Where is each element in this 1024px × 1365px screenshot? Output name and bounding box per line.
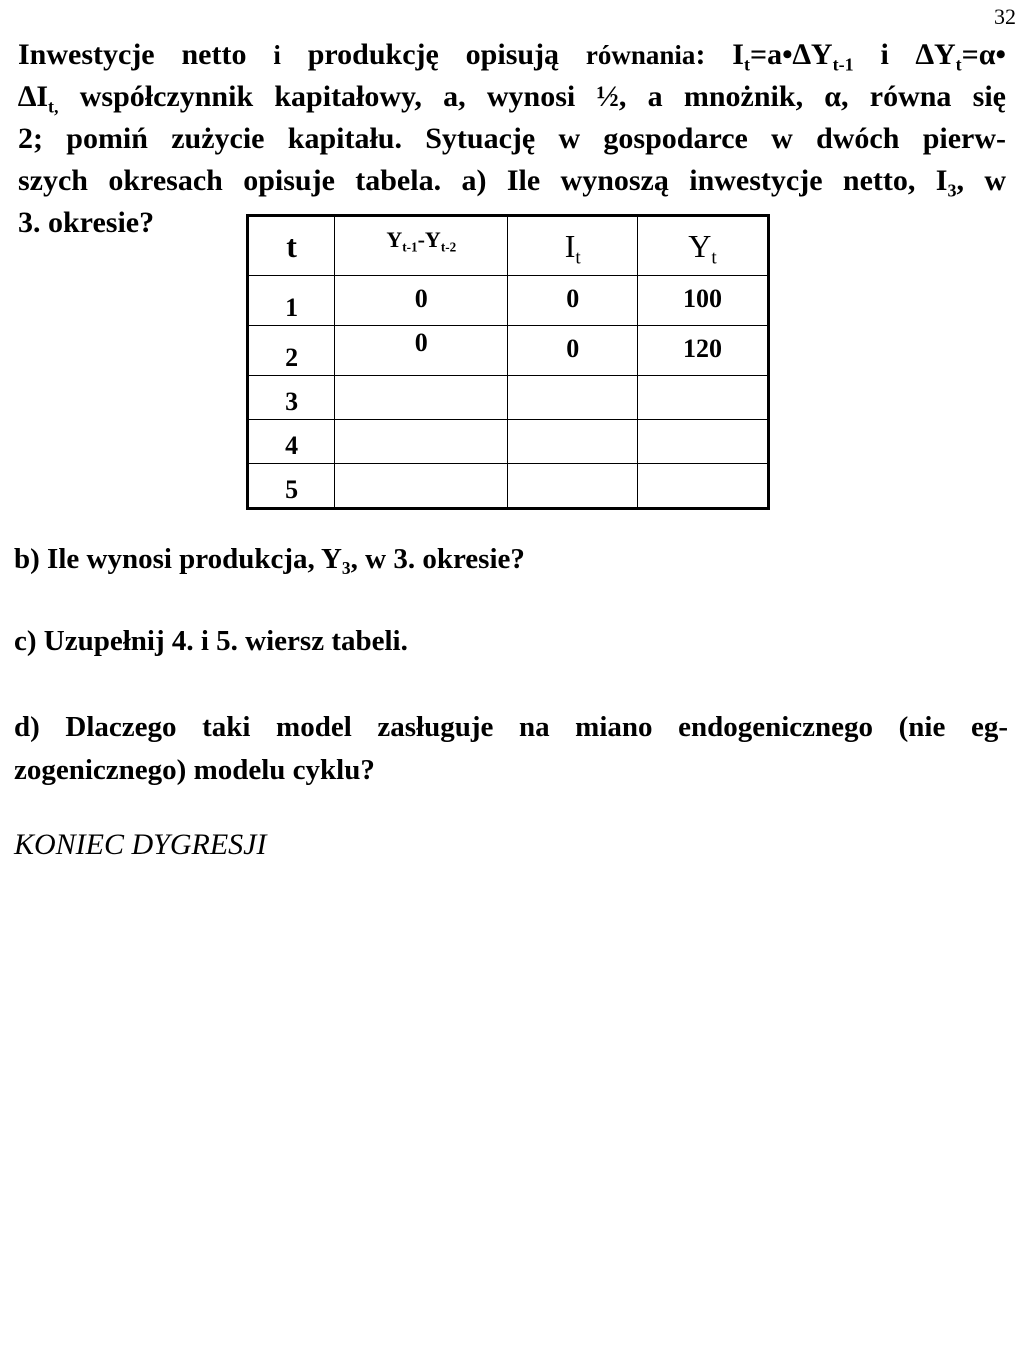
header-investment: $I_t$ xyxy=(508,216,638,276)
cell-delta-y xyxy=(335,420,508,464)
page-number: 32 xyxy=(994,4,1016,29)
header-t: t xyxy=(248,216,335,276)
question-b: b) Ile wynosi produkcja, $Y_3$, w 3. okresie? xyxy=(14,543,525,579)
cell-t: 4 xyxy=(248,420,335,464)
table-row xyxy=(248,326,769,376)
table-row xyxy=(248,464,769,509)
closing-note: KONIEC DYGRESJI xyxy=(14,828,267,861)
cell-t: 5 xyxy=(248,464,335,509)
header-delta-y: $Y_{t-1}-Y_{t-2}$ xyxy=(335,216,508,276)
cell-t: 3 xyxy=(248,376,335,420)
table-row xyxy=(248,276,769,326)
cell-delta-y xyxy=(335,376,508,420)
question-d-line-1: d) Dlaczego taki model zasługuje na miano endogenicznego (nie eg- xyxy=(14,711,1008,743)
intro-line-4: szych okresach opisuje tabela. a) Ile wynoszą inwestycje netto, $I_3$, w xyxy=(18,164,1006,201)
cell-output xyxy=(638,376,769,420)
cell-investment xyxy=(508,420,638,464)
cell-delta-y xyxy=(335,464,508,509)
cell-output: 100 xyxy=(638,276,769,326)
intro-line-2: $\Delta I_{t,}$ współczynnik kapitałowy, a, wynosi ½, a mnożnik, α, równa się xyxy=(18,80,1006,117)
intro-line-5: 3. okresie? xyxy=(18,206,155,239)
cell-investment xyxy=(508,464,638,509)
cell-delta-y: 0 xyxy=(335,326,508,376)
table-row xyxy=(248,376,769,420)
problem-statement xyxy=(18,34,1006,244)
intro-line-3: 2; pomiń zużycie kapitału. Sytuację w gospodarce w dwóch pierw- xyxy=(18,122,1006,155)
table-row xyxy=(248,420,769,464)
cell-investment: 0 xyxy=(508,326,638,376)
cell-t: 2 xyxy=(248,326,335,376)
intro-line-1: Inwestycje netto i produkcję opisują równania: $I_t=a•\Delta Y_{t-1}$ i $\Delta Y_t=\alpha•$ xyxy=(18,38,1006,75)
cell-output xyxy=(638,464,769,509)
header-output: $Y_t$ xyxy=(638,216,769,276)
data-table xyxy=(246,214,770,510)
cell-output xyxy=(638,420,769,464)
question-c: c) Uzupełnij 4. i 5. wiersz tabeli. xyxy=(14,625,408,657)
cell-investment xyxy=(508,376,638,420)
table-header-row xyxy=(248,216,769,276)
cell-output: 120 xyxy=(638,326,769,376)
cell-t: 1 xyxy=(248,276,335,326)
question-d xyxy=(14,706,1008,792)
question-d-line-2: zogenicznego) modelu cyklu? xyxy=(14,754,375,786)
cell-delta-y: 0 xyxy=(335,276,508,326)
cell-investment: 0 xyxy=(508,276,638,326)
